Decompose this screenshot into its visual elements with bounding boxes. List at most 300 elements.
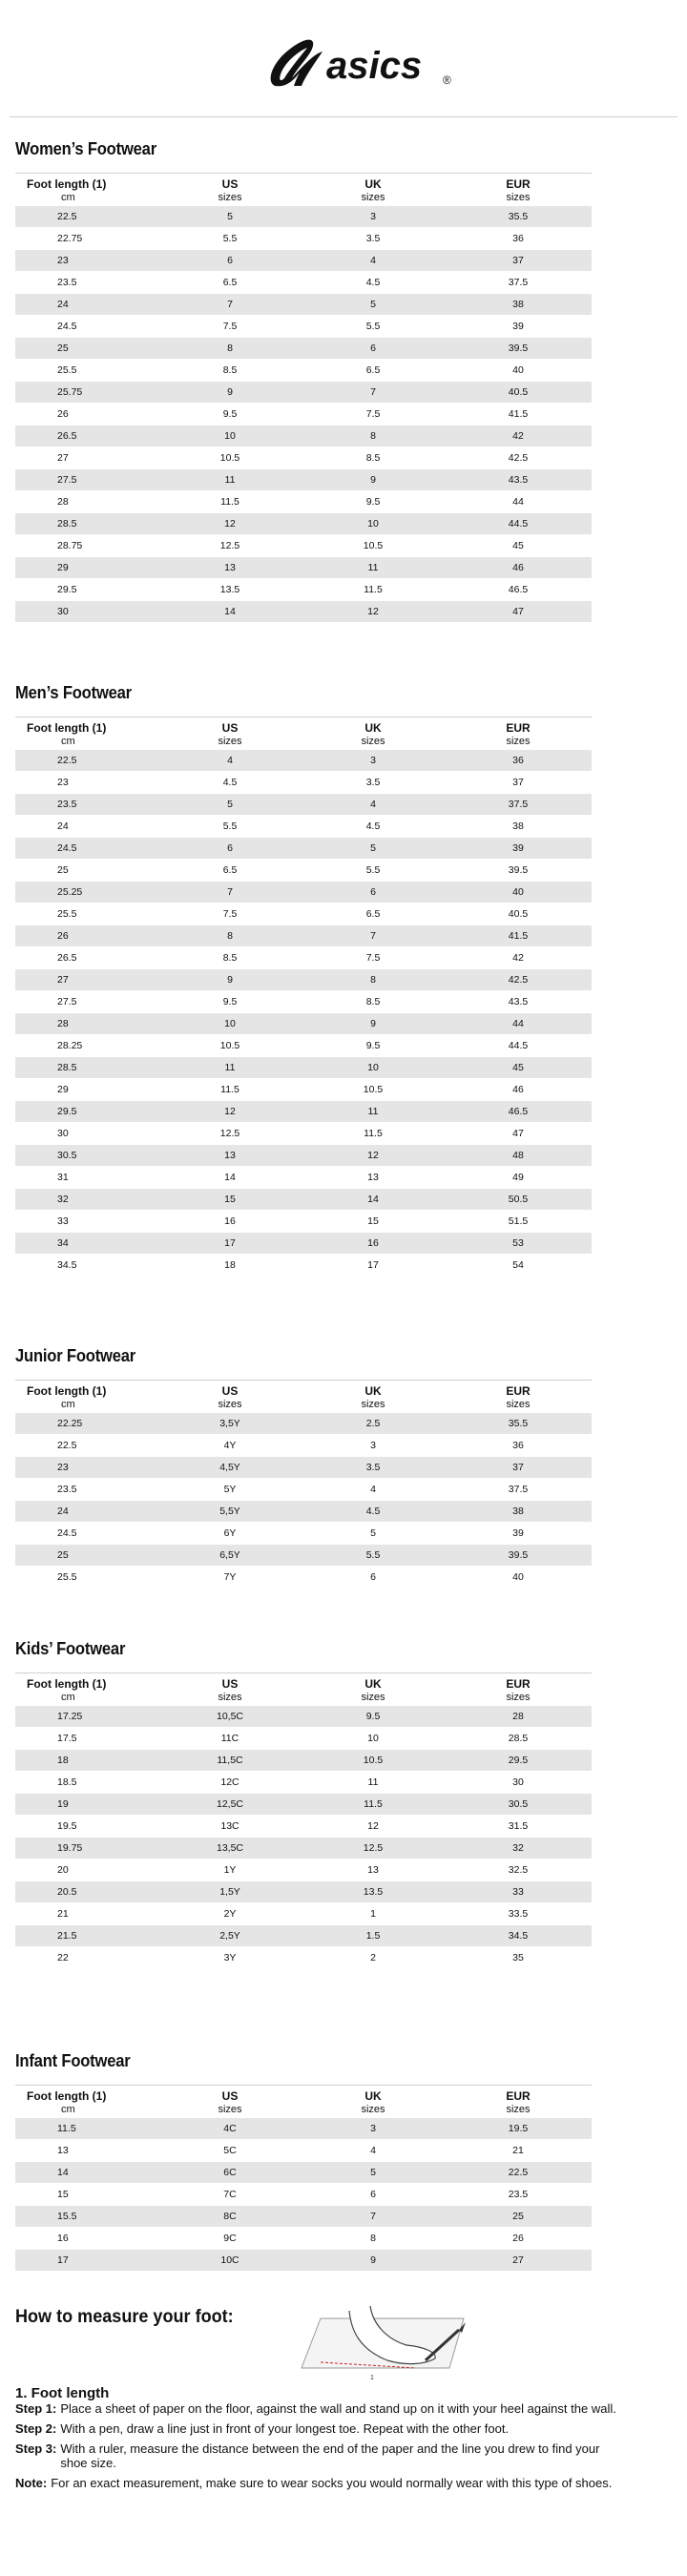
cell-uk: 12 xyxy=(302,1816,445,1838)
header-label: EUR xyxy=(506,721,531,735)
cell-us: 9.5 xyxy=(158,991,302,1013)
cell-eur: 43.5 xyxy=(445,991,592,1013)
cell-uk: 14 xyxy=(302,1189,445,1211)
table-row xyxy=(15,1794,592,1816)
cell-eur: 44.5 xyxy=(445,513,592,535)
cell-eur: 37.5 xyxy=(445,272,592,294)
header-sublabel: cm xyxy=(61,1399,75,1410)
table-row xyxy=(15,2250,592,2272)
cell-eur: 47 xyxy=(445,1123,592,1145)
cell-cm: 23 xyxy=(15,250,158,272)
cell-cm: 19.5 xyxy=(15,1816,158,1838)
cell-us: 14 xyxy=(158,1167,302,1189)
cell-cm: 22.75 xyxy=(15,228,158,250)
cell-uk: 7 xyxy=(302,2206,445,2228)
header-label: US xyxy=(221,2089,239,2103)
cell-cm: 22 xyxy=(15,1947,158,1969)
cell-us: 6 xyxy=(158,838,302,860)
cell-eur: 42.5 xyxy=(445,447,592,469)
cell-cm: 22.5 xyxy=(15,1435,158,1457)
cell-us: 13 xyxy=(158,557,302,579)
cell-eur: 34.5 xyxy=(445,1925,592,1947)
cell-us: 15 xyxy=(158,1189,302,1211)
cell-us: 1Y xyxy=(158,1859,302,1881)
cell-eur: 39 xyxy=(445,838,592,860)
cell-cm: 29.5 xyxy=(15,1101,158,1123)
cell-uk: 9 xyxy=(302,469,445,491)
cell-eur: 28.5 xyxy=(445,1728,592,1750)
header-sublabel: sizes xyxy=(506,192,531,203)
table-row xyxy=(15,1479,592,1501)
header-sublabel: sizes xyxy=(218,736,242,747)
size-table xyxy=(15,2085,592,2272)
cell-uk: 5.5 xyxy=(302,316,445,338)
cell-uk: 2 xyxy=(302,1947,445,1969)
cell-eur: 33 xyxy=(445,1881,592,1903)
header-label: UK xyxy=(364,177,382,191)
cell-uk: 6 xyxy=(302,882,445,904)
table-row xyxy=(15,1233,592,1255)
cell-eur: 40 xyxy=(445,360,592,382)
cell-cm: 24.5 xyxy=(15,1523,158,1545)
cell-uk: 3.5 xyxy=(302,772,445,794)
cell-uk: 6.5 xyxy=(302,360,445,382)
cell-us: 8.5 xyxy=(158,360,302,382)
cell-cm: 25 xyxy=(15,860,158,882)
cell-cm: 22.5 xyxy=(15,750,158,772)
cell-uk: 3 xyxy=(302,2118,445,2140)
cell-cm: 30.5 xyxy=(15,1145,158,1167)
cell-eur: 22.5 xyxy=(445,2162,592,2184)
header-sublabel: cm xyxy=(61,1692,75,1703)
table-row xyxy=(15,1457,592,1479)
cell-uk: 5 xyxy=(302,1523,445,1545)
cell-eur: 46 xyxy=(445,1079,592,1101)
table-row xyxy=(15,904,592,925)
table-row xyxy=(15,1211,592,1233)
table-row xyxy=(15,1189,592,1211)
cell-eur: 26 xyxy=(445,2228,592,2250)
cell-uk: 13 xyxy=(302,1167,445,1189)
table-row xyxy=(15,557,592,579)
header-label: Foot length (1) xyxy=(27,1384,107,1398)
cell-uk: 8.5 xyxy=(302,991,445,1013)
cell-cm: 28.25 xyxy=(15,1035,158,1057)
cell-us: 10.5 xyxy=(158,447,302,469)
cell-uk: 4 xyxy=(302,794,445,816)
cell-us: 11.5 xyxy=(158,1079,302,1101)
cell-eur: 35 xyxy=(445,1947,592,1969)
cell-us: 6.5 xyxy=(158,860,302,882)
cell-cm: 20.5 xyxy=(15,1881,158,1903)
cell-eur: 37 xyxy=(445,772,592,794)
cell-us: 4,5Y xyxy=(158,1457,302,1479)
cell-us: 4Y xyxy=(158,1435,302,1457)
cell-eur: 39.5 xyxy=(445,1545,592,1567)
cell-uk: 4 xyxy=(302,250,445,272)
foot-length-heading: 1. Foot length xyxy=(15,2385,110,2401)
cell-eur: 30.5 xyxy=(445,1794,592,1816)
cell-us: 12C xyxy=(158,1772,302,1794)
cell-cm: 19.75 xyxy=(15,1838,158,1859)
cell-eur: 25 xyxy=(445,2206,592,2228)
section-title: Infant Footwear xyxy=(15,2051,131,2070)
header-label: US xyxy=(221,177,239,191)
cell-uk: 11.5 xyxy=(302,1123,445,1145)
cell-uk: 16 xyxy=(302,1233,445,1255)
table-row xyxy=(15,1255,592,1277)
cell-us: 4C xyxy=(158,2118,302,2140)
header-foot-length xyxy=(15,174,158,207)
cell-us: 13C xyxy=(158,1816,302,1838)
cell-uk: 7 xyxy=(302,382,445,404)
cell-us: 5 xyxy=(158,794,302,816)
cell-eur: 45 xyxy=(445,535,592,557)
steps-list xyxy=(15,2401,626,2490)
cell-eur: 39.5 xyxy=(445,860,592,882)
cell-uk: 3 xyxy=(302,206,445,228)
cell-eur: 42.5 xyxy=(445,969,592,991)
table-row xyxy=(15,513,592,535)
cell-eur: 45 xyxy=(445,1057,592,1079)
header-eur xyxy=(445,174,592,207)
cell-us: 10 xyxy=(158,1013,302,1035)
cell-uk: 10 xyxy=(302,513,445,535)
cell-uk: 1.5 xyxy=(302,1925,445,1947)
cell-cm: 29.5 xyxy=(15,579,158,601)
cell-cm: 17 xyxy=(15,2250,158,2272)
cell-cm: 15 xyxy=(15,2184,158,2206)
cell-eur: 41.5 xyxy=(445,925,592,947)
cell-us: 5Y xyxy=(158,1479,302,1501)
cell-us: 5,5Y xyxy=(158,1501,302,1523)
header-eur xyxy=(445,717,592,751)
cell-cm: 30 xyxy=(15,601,158,623)
illustration-marker: 1 xyxy=(370,2375,374,2381)
cell-uk: 4.5 xyxy=(302,272,445,294)
cell-us: 11.5 xyxy=(158,491,302,513)
cell-cm: 26.5 xyxy=(15,947,158,969)
cell-uk: 7.5 xyxy=(302,404,445,426)
table-row xyxy=(15,925,592,947)
cell-eur: 46.5 xyxy=(445,579,592,601)
cell-cm: 27.5 xyxy=(15,469,158,491)
header-us xyxy=(158,174,302,207)
cell-eur: 32.5 xyxy=(445,1859,592,1881)
table-row xyxy=(15,1035,592,1057)
cell-eur: 44.5 xyxy=(445,1035,592,1057)
table-row xyxy=(15,1728,592,1750)
header-label: EUR xyxy=(506,177,531,191)
step-item xyxy=(15,2401,626,2416)
cell-eur: 39 xyxy=(445,316,592,338)
cell-eur: 37.5 xyxy=(445,1479,592,1501)
table-row xyxy=(15,1706,592,1728)
cell-us: 10.5 xyxy=(158,1035,302,1057)
cell-uk: 5.5 xyxy=(302,1545,445,1567)
step-label: Note: xyxy=(15,2476,48,2490)
cell-eur: 44 xyxy=(445,1013,592,1035)
foot-measure-icon xyxy=(282,2301,473,2387)
header-label: UK xyxy=(364,2089,382,2103)
table-row xyxy=(15,382,592,404)
table-row xyxy=(15,838,592,860)
cell-cm: 24.5 xyxy=(15,838,158,860)
table-row xyxy=(15,206,592,228)
header-sublabel: sizes xyxy=(218,192,242,203)
cell-uk: 4.5 xyxy=(302,816,445,838)
table-row xyxy=(15,1859,592,1881)
cell-us: 3,5Y xyxy=(158,1413,302,1435)
cell-us: 1,5Y xyxy=(158,1881,302,1903)
cell-us: 11 xyxy=(158,469,302,491)
cell-eur: 39.5 xyxy=(445,338,592,360)
step-item xyxy=(15,2441,626,2470)
cell-eur: 51.5 xyxy=(445,1211,592,1233)
step-text: With a ruler, measure the distance between the end of the paper and the line you drew to find your shoe size. xyxy=(60,2441,600,2470)
cell-cm: 25.5 xyxy=(15,360,158,382)
cell-eur: 40.5 xyxy=(445,904,592,925)
cell-us: 8 xyxy=(158,925,302,947)
table-row xyxy=(15,250,592,272)
cell-cm: 23 xyxy=(15,1457,158,1479)
cell-us: 18 xyxy=(158,1255,302,1277)
header xyxy=(10,0,677,117)
size-table xyxy=(15,1672,592,1969)
header-sublabel: sizes xyxy=(361,192,385,203)
cell-uk: 8 xyxy=(302,969,445,991)
cell-eur: 40 xyxy=(445,1567,592,1589)
cell-uk: 4 xyxy=(302,1479,445,1501)
table-row xyxy=(15,316,592,338)
cell-uk: 10.5 xyxy=(302,1750,445,1772)
cell-uk: 12.5 xyxy=(302,1838,445,1859)
cell-cm: 24.5 xyxy=(15,316,158,338)
cell-eur: 41.5 xyxy=(445,404,592,426)
cell-uk: 3 xyxy=(302,750,445,772)
cell-uk: 4 xyxy=(302,2140,445,2162)
header-sublabel: sizes xyxy=(506,736,531,747)
header-label: UK xyxy=(364,721,382,735)
header-sublabel: sizes xyxy=(218,1399,242,1410)
cell-uk: 8.5 xyxy=(302,447,445,469)
table-row xyxy=(15,1057,592,1079)
table-row xyxy=(15,969,592,991)
header-label: US xyxy=(221,1677,239,1691)
header-uk xyxy=(302,717,445,751)
cell-us: 5 xyxy=(158,206,302,228)
cell-us: 7Y xyxy=(158,1567,302,1589)
cell-us: 16 xyxy=(158,1211,302,1233)
cell-cm: 29 xyxy=(15,557,158,579)
header-sublabel: sizes xyxy=(361,1692,385,1703)
table-row xyxy=(15,1101,592,1123)
cell-uk: 8 xyxy=(302,2228,445,2250)
step-label: Step 2: xyxy=(15,2421,57,2436)
cell-uk: 13 xyxy=(302,1859,445,1881)
cell-eur: 54 xyxy=(445,1255,592,1277)
cell-uk: 6 xyxy=(302,338,445,360)
cell-uk: 12 xyxy=(302,601,445,623)
cell-us: 5.5 xyxy=(158,228,302,250)
cell-cm: 15.5 xyxy=(15,2206,158,2228)
cell-uk: 6 xyxy=(302,1567,445,1589)
cell-us: 4 xyxy=(158,750,302,772)
cell-cm: 18 xyxy=(15,1750,158,1772)
header-us xyxy=(158,1673,302,1707)
cell-uk: 6.5 xyxy=(302,904,445,925)
header-us xyxy=(158,717,302,751)
table-row xyxy=(15,447,592,469)
cell-us: 6Y xyxy=(158,1523,302,1545)
step-item xyxy=(15,2476,626,2490)
size-table xyxy=(15,173,592,623)
cell-uk: 9 xyxy=(302,2250,445,2272)
cell-us: 8C xyxy=(158,2206,302,2228)
header-sublabel: sizes xyxy=(506,2104,531,2115)
cell-us: 13 xyxy=(158,1145,302,1167)
cell-eur: 19.5 xyxy=(445,2118,592,2140)
cell-cm: 25.5 xyxy=(15,904,158,925)
cell-eur: 42 xyxy=(445,426,592,447)
section-title: Kids’ Footwear xyxy=(15,1639,126,1658)
cell-cm: 23.5 xyxy=(15,794,158,816)
cell-us: 10,5C xyxy=(158,1706,302,1728)
cell-uk: 15 xyxy=(302,1211,445,1233)
table-row xyxy=(15,947,592,969)
cell-uk: 13.5 xyxy=(302,1881,445,1903)
cell-eur: 35.5 xyxy=(445,1413,592,1435)
cell-cm: 17.5 xyxy=(15,1728,158,1750)
cell-eur: 23.5 xyxy=(445,2184,592,2206)
cell-us: 12.5 xyxy=(158,535,302,557)
header-foot-length xyxy=(15,1673,158,1707)
step-item xyxy=(15,2421,626,2436)
header-label: EUR xyxy=(506,1384,531,1398)
header-label: Foot length (1) xyxy=(27,177,107,191)
cell-us: 12 xyxy=(158,513,302,535)
size-section xyxy=(15,2051,592,2272)
cell-uk: 12 xyxy=(302,1145,445,1167)
cell-us: 11C xyxy=(158,1728,302,1750)
header-foot-length xyxy=(15,717,158,751)
cell-uk: 9.5 xyxy=(302,1706,445,1728)
cell-uk: 10 xyxy=(302,1057,445,1079)
cell-cm: 20 xyxy=(15,1859,158,1881)
cell-us: 7 xyxy=(158,294,302,316)
header-us xyxy=(158,1381,302,1414)
cell-cm: 26 xyxy=(15,404,158,426)
cell-us: 10 xyxy=(158,426,302,447)
step-text: For an exact measurement, make sure to wear socks you would normally wear with this type of shoes. xyxy=(51,2476,613,2490)
cell-us: 5.5 xyxy=(158,816,302,838)
cell-eur: 27 xyxy=(445,2250,592,2272)
table-row xyxy=(15,2140,592,2162)
header-label: UK xyxy=(364,1677,382,1691)
table-row xyxy=(15,535,592,557)
cell-cm: 28.75 xyxy=(15,535,158,557)
table-row xyxy=(15,2228,592,2250)
cell-cm: 22.5 xyxy=(15,206,158,228)
cell-us: 17 xyxy=(158,1233,302,1255)
cell-cm: 28 xyxy=(15,1013,158,1035)
header-sublabel: cm xyxy=(61,2104,75,2115)
cell-us: 10C xyxy=(158,2250,302,2272)
table-row xyxy=(15,491,592,513)
measure-instructions xyxy=(15,2307,626,2496)
cell-eur: 38 xyxy=(445,816,592,838)
header-uk xyxy=(302,174,445,207)
header-sublabel: sizes xyxy=(361,1399,385,1410)
table-row xyxy=(15,469,592,491)
size-section xyxy=(15,1639,592,1969)
header-label: Foot length (1) xyxy=(27,2089,107,2103)
header-sublabel: sizes xyxy=(218,1692,242,1703)
cell-eur: 48 xyxy=(445,1145,592,1167)
section-title: Men’s Footwear xyxy=(15,683,132,702)
cell-us: 3Y xyxy=(158,1947,302,1969)
table-row xyxy=(15,404,592,426)
cell-cm: 16 xyxy=(15,2228,158,2250)
cell-uk: 7 xyxy=(302,925,445,947)
cell-cm: 29 xyxy=(15,1079,158,1101)
size-section xyxy=(15,683,592,1277)
cell-eur: 31.5 xyxy=(445,1816,592,1838)
cell-cm: 30 xyxy=(15,1123,158,1145)
cell-uk: 7.5 xyxy=(302,947,445,969)
cell-cm: 27 xyxy=(15,447,158,469)
cell-eur: 50.5 xyxy=(445,1189,592,1211)
cell-eur: 32 xyxy=(445,1838,592,1859)
table-row xyxy=(15,1903,592,1925)
cell-us: 6C xyxy=(158,2162,302,2184)
cell-uk: 5 xyxy=(302,294,445,316)
table-row xyxy=(15,991,592,1013)
cell-cm: 27.5 xyxy=(15,991,158,1013)
cell-us: 8 xyxy=(158,338,302,360)
section-title: Women’s Footwear xyxy=(15,139,156,158)
cell-us: 6 xyxy=(158,250,302,272)
header-label: US xyxy=(221,1384,239,1398)
table-row xyxy=(15,2162,592,2184)
step-text: With a pen, draw a line just in front of your longest toe. Repeat with the other foot. xyxy=(60,2421,510,2436)
cell-us: 11 xyxy=(158,1057,302,1079)
cell-eur: 37 xyxy=(445,1457,592,1479)
cell-eur: 28 xyxy=(445,1706,592,1728)
cell-us: 12 xyxy=(158,1101,302,1123)
cell-us: 7.5 xyxy=(158,904,302,925)
header-label: EUR xyxy=(506,1677,531,1691)
cell-us: 2,5Y xyxy=(158,1925,302,1947)
cell-eur: 53 xyxy=(445,1233,592,1255)
cell-eur: 46.5 xyxy=(445,1101,592,1123)
cell-eur: 38 xyxy=(445,294,592,316)
cell-cm: 34 xyxy=(15,1233,158,1255)
header-label: Foot length (1) xyxy=(27,1677,107,1691)
table-row xyxy=(15,272,592,294)
header-uk xyxy=(302,1673,445,1707)
cell-us: 2Y xyxy=(158,1903,302,1925)
table-row xyxy=(15,1413,592,1435)
cell-cm: 28.5 xyxy=(15,513,158,535)
cell-uk: 3.5 xyxy=(302,228,445,250)
registered-mark: ® xyxy=(443,73,451,87)
cell-eur: 30 xyxy=(445,1772,592,1794)
table-row xyxy=(15,579,592,601)
table-row xyxy=(15,1523,592,1545)
header-sublabel: sizes xyxy=(506,1692,531,1703)
cell-uk: 11 xyxy=(302,557,445,579)
